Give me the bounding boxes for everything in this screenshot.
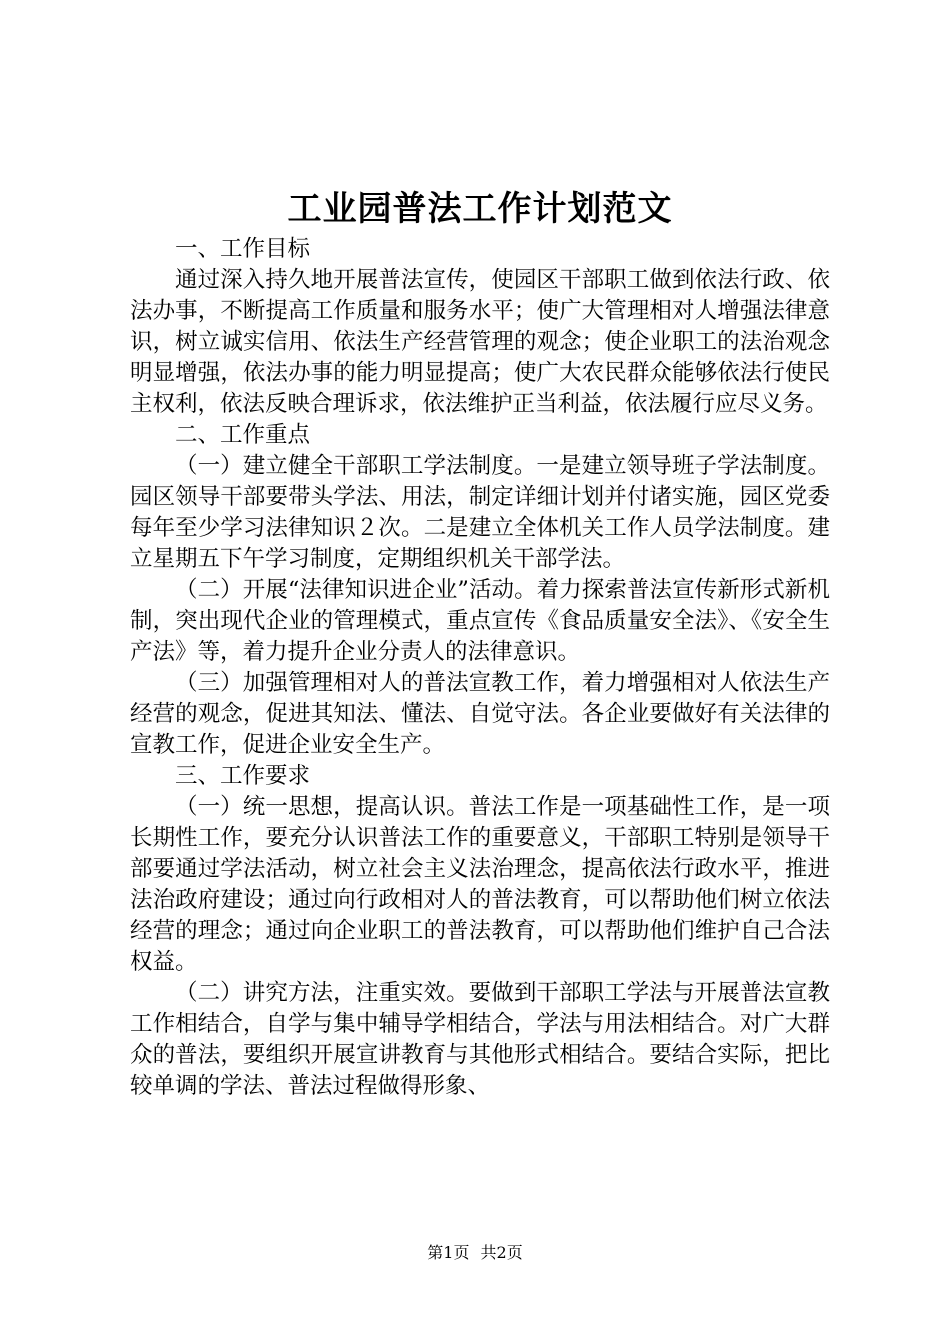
section-heading-focus: 二、工作重点 bbox=[175, 422, 311, 448]
section-heading-goals: 一、工作目标 bbox=[175, 236, 311, 262]
document-title: 工业园普法工作计划范文 bbox=[287, 189, 673, 229]
paragraph-focus-1: （一）建立健全干部职工学法制度。一是建立领导班子学法制度。园区领导干部要带头学法、用法，制定详细计划并付诸实施，园区党委每年至少学习法律知识２次。二是建立全体机关工作人员学法制度。建立星期五下午学习制度，定期组织机关干部学法。 bbox=[130, 453, 830, 572]
page-total: 共2页 bbox=[480, 1243, 523, 1262]
page-number: 第1页 bbox=[427, 1243, 470, 1262]
paragraph-focus-2: （二）开展“法律知识进企业”活动。着力探索普法宣传新形式新机制，突出现代企业的管理模式，重点宣传《食品质量安全法》、《安全生产法》等，着力提升企业分责人的法律意识。 bbox=[130, 577, 830, 665]
paragraph-requirements-2: （二）讲究方法，注重实效。要做到干部职工学法与开展普法宣教工作相结合，自学与集中辅导学相结合，学法与用法相结合。对广大群众的普法，要组织开展宣讲教育与其他形式相结合。要结合实际，把比较单调的学法、普法过程做得形象、 bbox=[130, 980, 830, 1099]
document-body bbox=[130, 234, 830, 1102]
paragraph-focus-3: （三）加强管理相对人的普法宣教工作，着力增强相对人依法生产经营的观念，促进其知法、懂法、自觉守法。各企业要做好有关法律的宣教工作，促进企业安全生产。 bbox=[130, 670, 830, 758]
section-heading-requirements: 三、工作要求 bbox=[175, 763, 311, 789]
page-footer bbox=[0, 1243, 950, 1263]
paragraph-requirements-1: （一）统一思想，提高认识。普法工作是一项基础性工作，是一项长期性工作，要充分认识普法工作的重要意义，干部职工特别是领导干部要通过学法活动，树立社会主义法治理念，提高依法行政水平，推进法治政府建设；通过向行政相对人的普法教育，可以帮助他们树立依法经营的理念；通过向企业职工的普法教育，可以帮助他们维护自己合法权益。 bbox=[130, 794, 830, 975]
paragraph-goals: 通过深入持久地开展普法宣传，使园区干部职工做到依法行政、依法办事，不断提高工作质量和服务水平；使广大管理相对人增强法律意识，树立诚实信用、依法生产经营管理的观念；使企业职工的法治观念明显增强，依法办事的能力明显提高；使广大农民群众能够依法行使民主权利，依法反映合理诉求，依法维护正当利益，依法履行应尽义务。 bbox=[130, 267, 830, 417]
